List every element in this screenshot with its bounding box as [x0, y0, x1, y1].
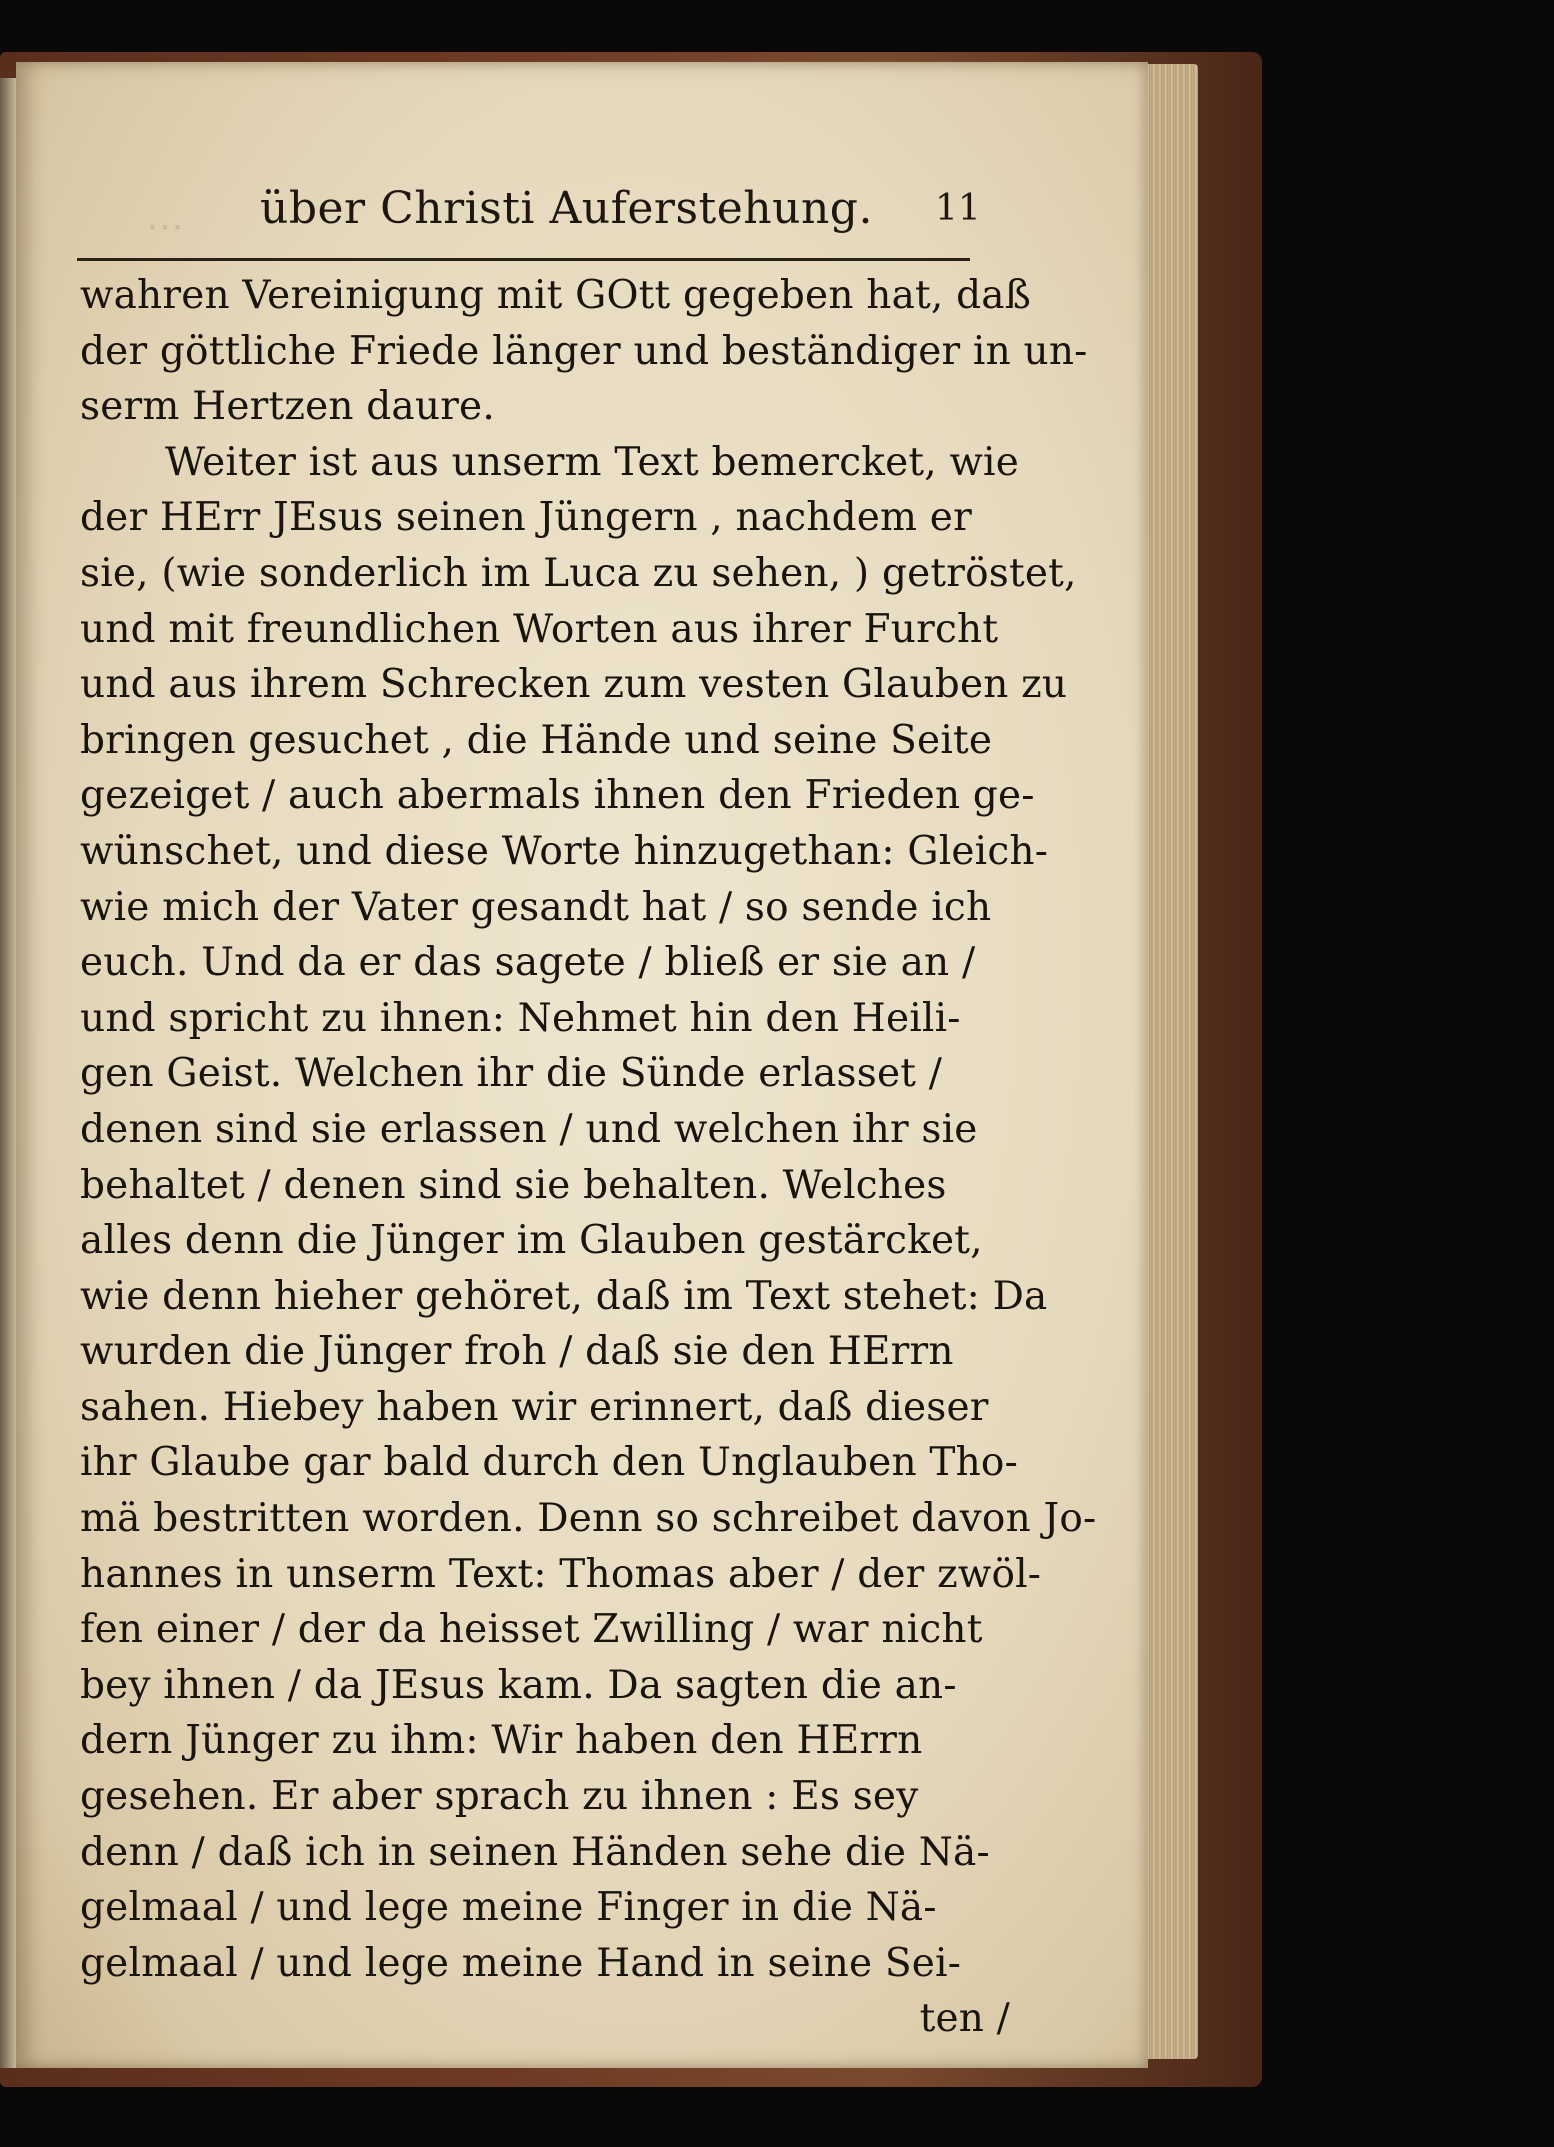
text-line: gelmaal / und lege meine Finger in die Nä- — [80, 1885, 937, 1931]
text-line: und spricht zu ihnen: Nehmet hin den Heili- — [80, 995, 961, 1041]
text-line: bey ihnen / da JEsus kam. Da sagten die an- — [80, 1662, 957, 1708]
running-title: über Christi Auferstehung. — [260, 183, 873, 234]
text-line: denen sind sie erlassen / und welchen ihr sie — [80, 1106, 978, 1152]
text-line: der HErr JEsus seinen Jüngern , nachdem er — [80, 495, 972, 541]
text-line: serm Hertzen daure. — [80, 384, 495, 430]
catchword: ten / — [919, 1996, 1010, 2042]
text-line: und mit freundlichen Worten aus ihrer Furcht — [80, 606, 999, 652]
text-line: sahen. Hiebey haben wir erinnert, daß dieser — [80, 1384, 989, 1430]
text-line: der göttliche Friede länger und beständiger in un- — [80, 328, 1088, 374]
page-header — [60, 133, 1020, 234]
text-line: gesehen. Er aber sprach zu ihnen : Es sey — [80, 1774, 919, 1820]
text-line: denn / daß ich in seinen Händen sehe die Nä- — [80, 1829, 990, 1875]
header-rule — [77, 258, 970, 261]
page-number: 11 — [935, 188, 981, 229]
text-line: wahren Vereinigung mit GOtt gegeben hat, daß — [80, 273, 1031, 318]
text-line: gen Geist. Welchen ihr die Sünde erlasset / — [80, 1051, 943, 1097]
text-line: alles denn die Jünger im Glauben gestärcket, — [80, 1218, 983, 1264]
bleed-through: ⋯ — [146, 204, 184, 248]
text-line: fen einer / der da heisset Zwilling / war nicht — [80, 1607, 983, 1653]
body-text — [80, 268, 1097, 2047]
text-line: gelmaal / und lege meine Hand in seine Sei- — [80, 1940, 962, 1986]
text-line: Weiter ist aus unserm Text bemercket, wie — [165, 439, 1019, 485]
text-line: mä bestritten worden. Denn so schreibet davon Jo- — [80, 1496, 1097, 1542]
text-line: und aus ihrem Schrecken zum vesten Glauben zu — [80, 662, 1068, 708]
text-line: wie mich der Vater gesandt hat / so sende ich — [80, 884, 992, 930]
text-line: bringen gesuchet , die Hände und seine Seite — [80, 717, 993, 763]
text-line: dern Jünger zu ihm: Wir haben den HErrn — [80, 1718, 923, 1764]
text-line: gezeiget / auch abermals ihnen den Frieden ge- — [80, 773, 1035, 819]
text-line: hannes in unserm Text: Thomas aber / der zwöl- — [80, 1551, 1042, 1597]
text-line: sie, (wie sonderlich im Luca zu sehen, ) getröstet, — [80, 550, 1077, 596]
text-line: ihr Glaube gar bald durch den Unglauben Tho- — [80, 1440, 1018, 1486]
text-line: euch. Und da er das sagete / bließ er sie an / — [80, 940, 976, 986]
text-line: wurden die Jünger froh / daß sie den HErrn — [80, 1329, 954, 1375]
text-line: wie denn hieher gehöret, daß im Text stehet: Da — [80, 1273, 1048, 1319]
text-line: wünschet, und diese Worte hinzugethan: Gleich- — [80, 828, 1049, 874]
text-line: behaltet / denen sind sie behalten. Welches — [80, 1162, 947, 1208]
